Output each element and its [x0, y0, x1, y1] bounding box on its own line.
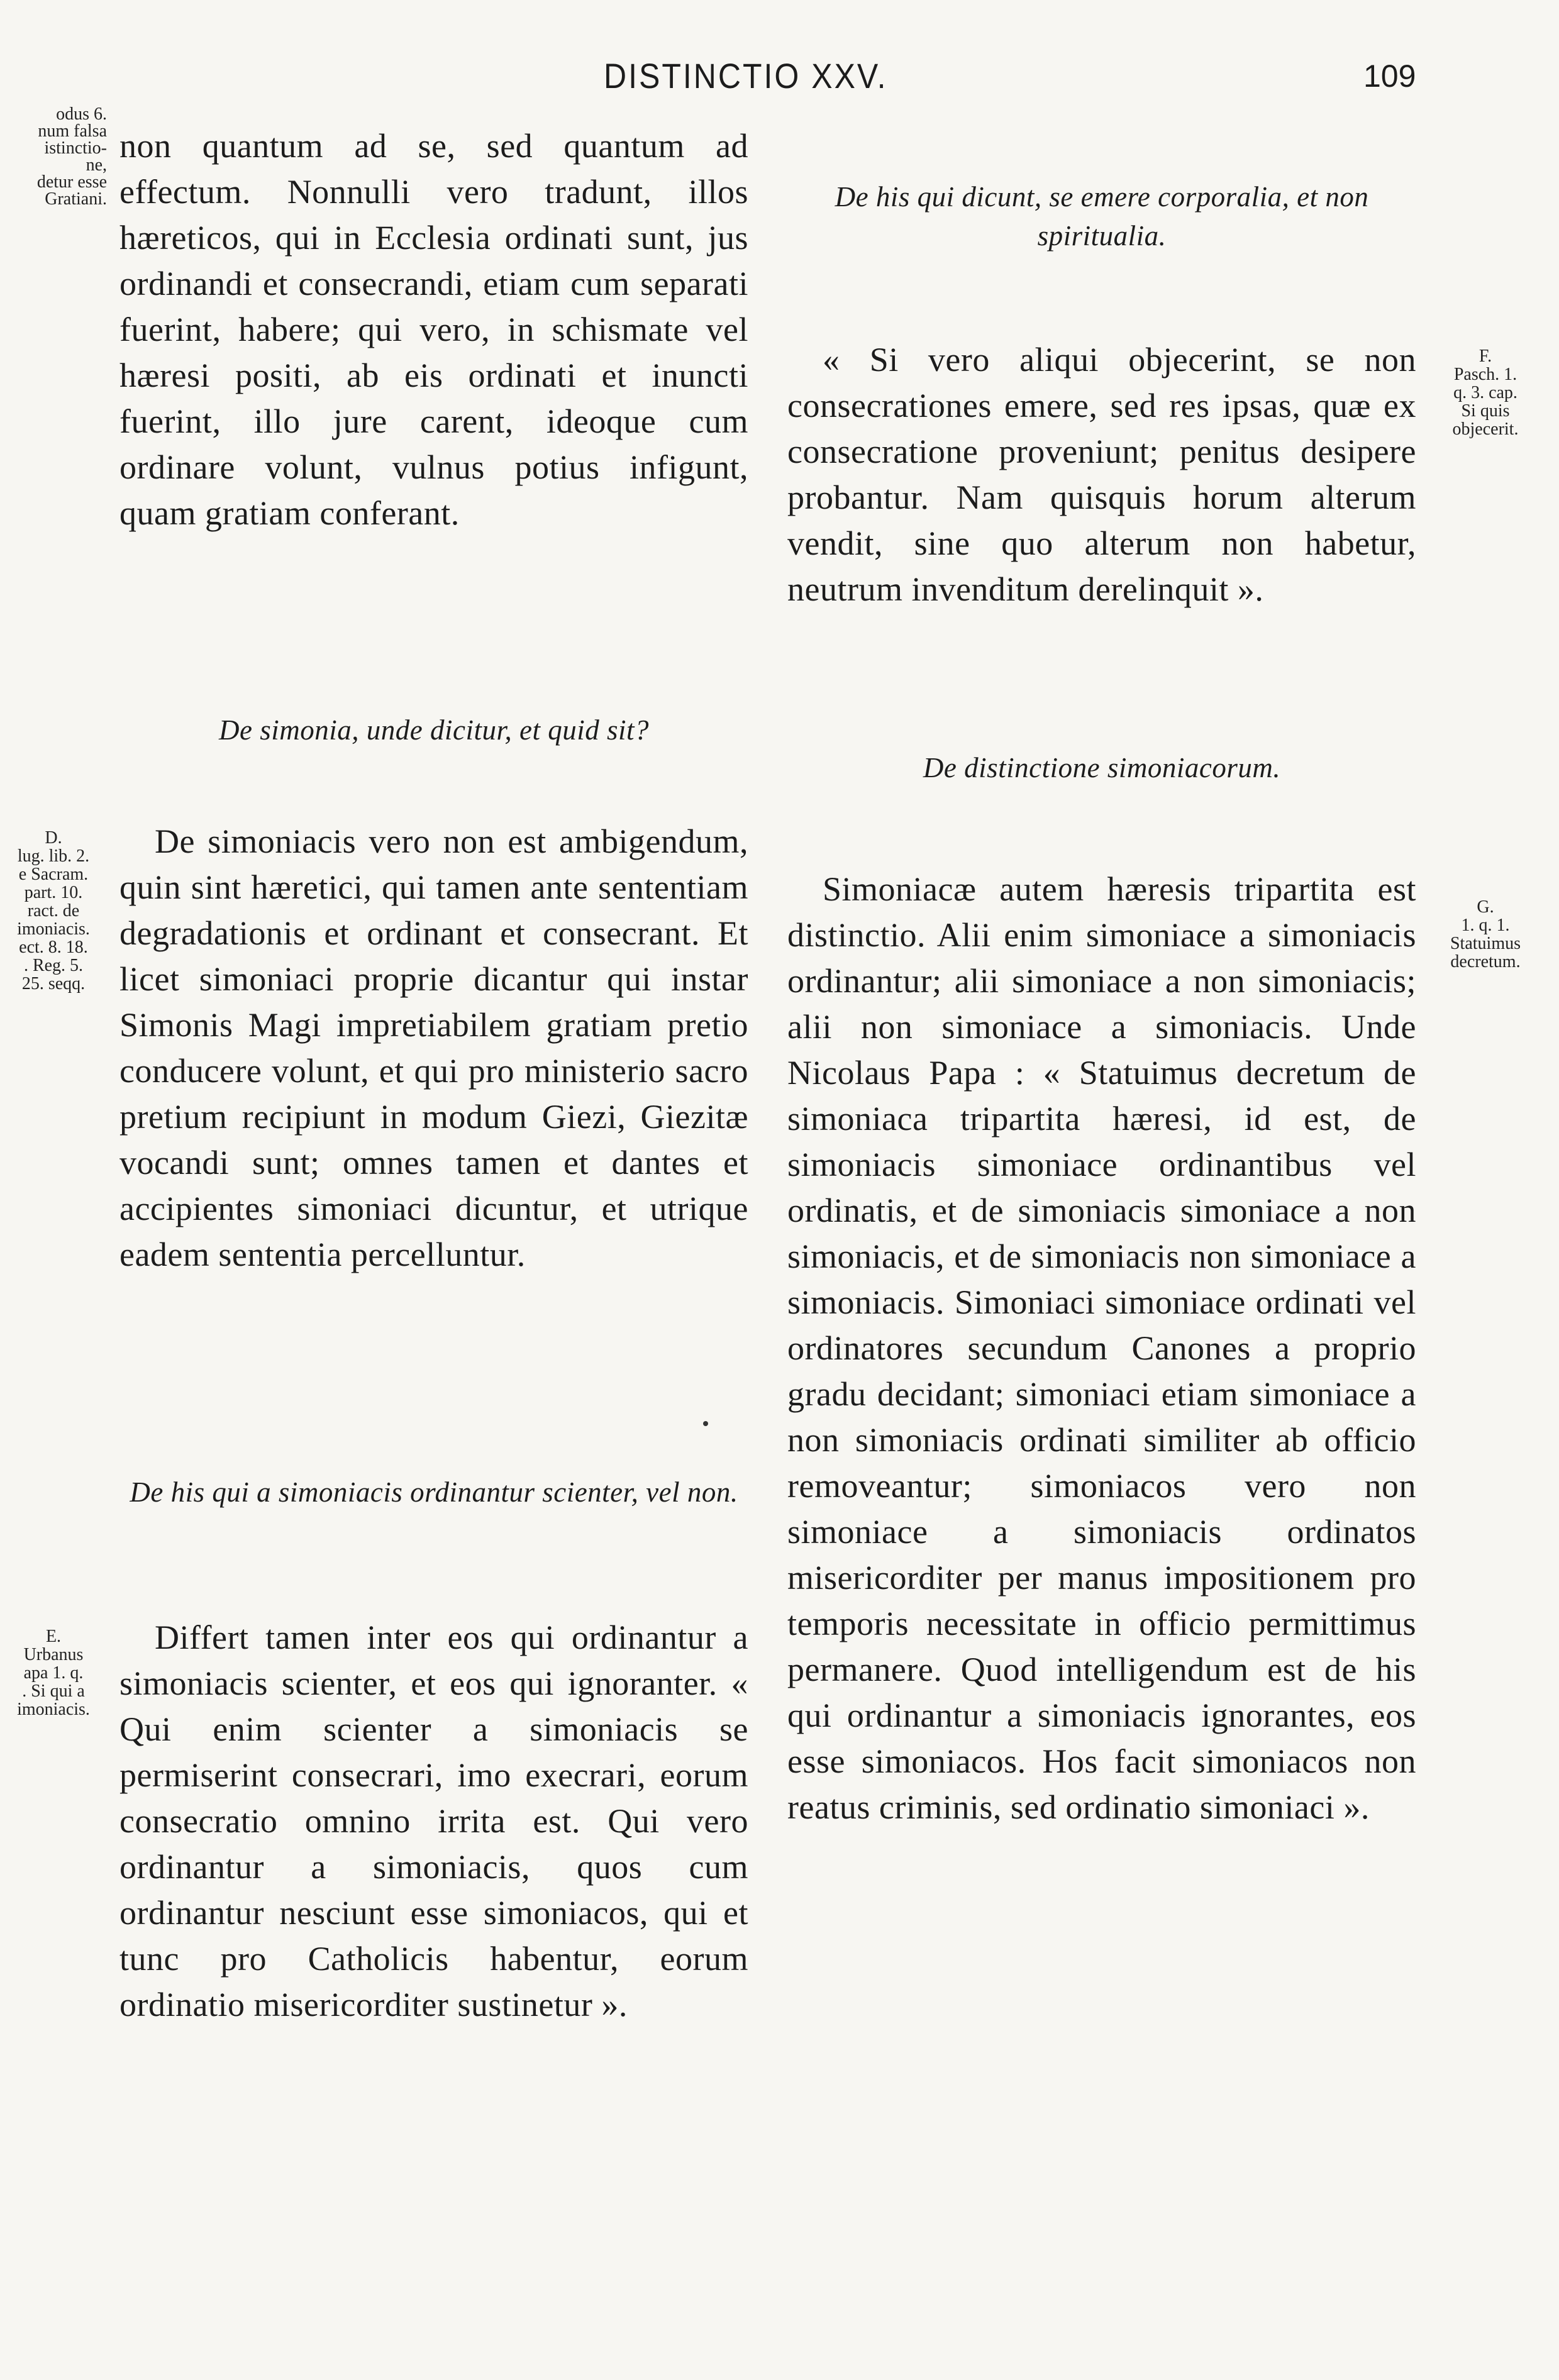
margin-note-line: G. — [1477, 897, 1494, 917]
section-heading: De his qui a simoniacis ordinantur scienter, vel non. — [130, 1476, 738, 1508]
right-column-paragraph-2 — [787, 866, 1416, 1830]
left-column-paragraph-2 — [119, 819, 748, 1278]
section-heading: De simonia, unde dicitur, et quid sit? — [219, 714, 649, 746]
margin-note-line: imoniacis. — [17, 1700, 90, 1719]
margin-note-line: ne, — [86, 155, 107, 175]
margin-note-line: Si quis — [1461, 401, 1510, 421]
paragraph: Differt tamen inter eos qui ordinantur a simoniacis scienter, et eos qui ignoranter. « Qui enim scienter a simoniacis se permiserint consecrari, imo execrari, eorum consecratio omnino irrita est. Qui vero ordinantur a simoniacis, quos cum ordinantur nesciunt esse simoniacos, qui et tunc pro Catholicis habentur, eorum ordinatio misericorditer sustinetur ». — [119, 1619, 748, 2023]
margin-note-line: odus 6. — [56, 106, 107, 124]
margin-note-line: q. 3. cap. — [1453, 383, 1517, 402]
margin-note-line: detur esse — [36, 172, 107, 192]
margin-note-line: F. — [1479, 346, 1492, 366]
margin-note-line: D. — [45, 829, 62, 848]
margin-note-line: Pasch. 1. — [1453, 365, 1517, 384]
margin-note-line: Gratiani. — [45, 189, 107, 208]
left-column-paragraph-1 — [119, 123, 748, 536]
margin-note-e — [0, 1627, 107, 1719]
margin-note-line: apa 1. q. — [23, 1663, 84, 1683]
paragraph: « Si vero aliqui objecerint, se non consecrationes emere, sed res ipsas, quæ ex consecratione proveniunt; penitus desipere probantur. Nam quisquis horum alterum vendit, sine quo alterum non habetur, neutrum invenditum derelinquit ». — [787, 341, 1416, 608]
margin-note-f — [1423, 347, 1548, 438]
margin-note-line: Urbanus — [23, 1645, 84, 1664]
margin-note-d — [0, 829, 107, 993]
margin-note-line: . Reg. 5. — [23, 956, 84, 975]
paragraph: De simoniacis vero non est ambigendum, quin sint hæretici, qui tamen ante sententiam degradationis et ordinant et consecrant. Et licet simoniaci proprie dicantur qui instar Simonis Magi impretiabilem gratiam pretio conducere volunt, et qui pro ministerio sacro pretium recipiunt in modum Giezi, Giezitæ vocandi sunt; omnes tamen et dantes et accipientes simoniaci dicuntur, et utrique eadem sententia percelluntur. — [119, 822, 748, 1273]
margin-note-line: 25. seqq. — [21, 974, 86, 993]
left-column-paragraph-3 — [119, 1615, 748, 2028]
section-heading: De distinctione simoniacorum. — [923, 752, 1281, 783]
margin-note-line: . Si qui a — [22, 1681, 85, 1701]
running-title: DISTINCTIO XXV. — [604, 56, 888, 96]
ink-dot — [703, 1421, 708, 1426]
margin-note-top-left — [0, 106, 107, 208]
margin-note-line: num falsa — [38, 121, 107, 141]
margin-note-line: ect. 8. 18. — [19, 938, 88, 957]
margin-note-line: part. 10. — [24, 883, 83, 902]
running-head — [0, 58, 1559, 102]
section-heading: De his qui dicunt, se emere corporalia, et non spiritualia. — [835, 181, 1369, 252]
margin-note-line: istinctio- — [44, 138, 107, 158]
margin-note-line: e Sacram. — [18, 865, 89, 884]
right-column-paragraph-1 — [787, 337, 1416, 612]
margin-note-line: objecerit. — [1452, 419, 1519, 439]
margin-note-line: ract. de — [27, 901, 80, 921]
margin-note-line: decretum. — [1450, 952, 1521, 971]
margin-note-line: lug. lib. 2. — [17, 846, 90, 866]
paragraph: non quantum ad se, sed quantum ad effectum. Nonnulli vero tradunt, illos hæreticos, qui in Ecclesia ordinati sunt, jus ordinandi et consecrandi, etiam cum separati fuerint, habere; qui vero, in schismate vel hæresi positi, ab eis ordinati et inuncti fuerint, illo jure carent, ideoque cum ordinare volunt, vulnus potius infigunt, quam gratiam conferant. — [119, 127, 748, 532]
margin-note-line: imoniacis. — [17, 919, 90, 939]
paragraph: Simoniacæ autem hæresis tripartita est distinctio. Alii enim simoniace a simoniacis ordinantur; alii simoniace a non simoniacis; alii non simoniace a simoniacis. Unde Nicolaus Papa : « Statuimus decretum de simoniaca tripartita hæresi, id est, de simoniacis simoniace ordinantibus vel ordinatis, et de simoniacis simoniace a non simoniacis, et de simoniacis non simoniace a simoniacis. Simoniaci simoniace ordinati vel ordinatores secundum Canones a proprio gradu decidant; simoniaci etiam simoniace a non simoniacis ordinati similiter ab officio removeantur; simoniacos vero non simoniace a simoniacis ordinatos misericorditer per manus impositionem pro temporis necessitate in officio permittimus permanere. Quod intelligendum est de his qui ordinantur a simoniacis ignorantes, eos esse simoniacos. Hos facit simoniacos non reatus criminis, sed ordinatio simoniaci ». — [787, 870, 1416, 1826]
margin-note-g — [1423, 898, 1548, 971]
margin-note-line: E. — [45, 1627, 62, 1646]
margin-note-line: Statuimus — [1450, 934, 1521, 953]
margin-note-line: 1. q. 1. — [1461, 916, 1510, 935]
page-number: 109 — [1363, 58, 1416, 94]
